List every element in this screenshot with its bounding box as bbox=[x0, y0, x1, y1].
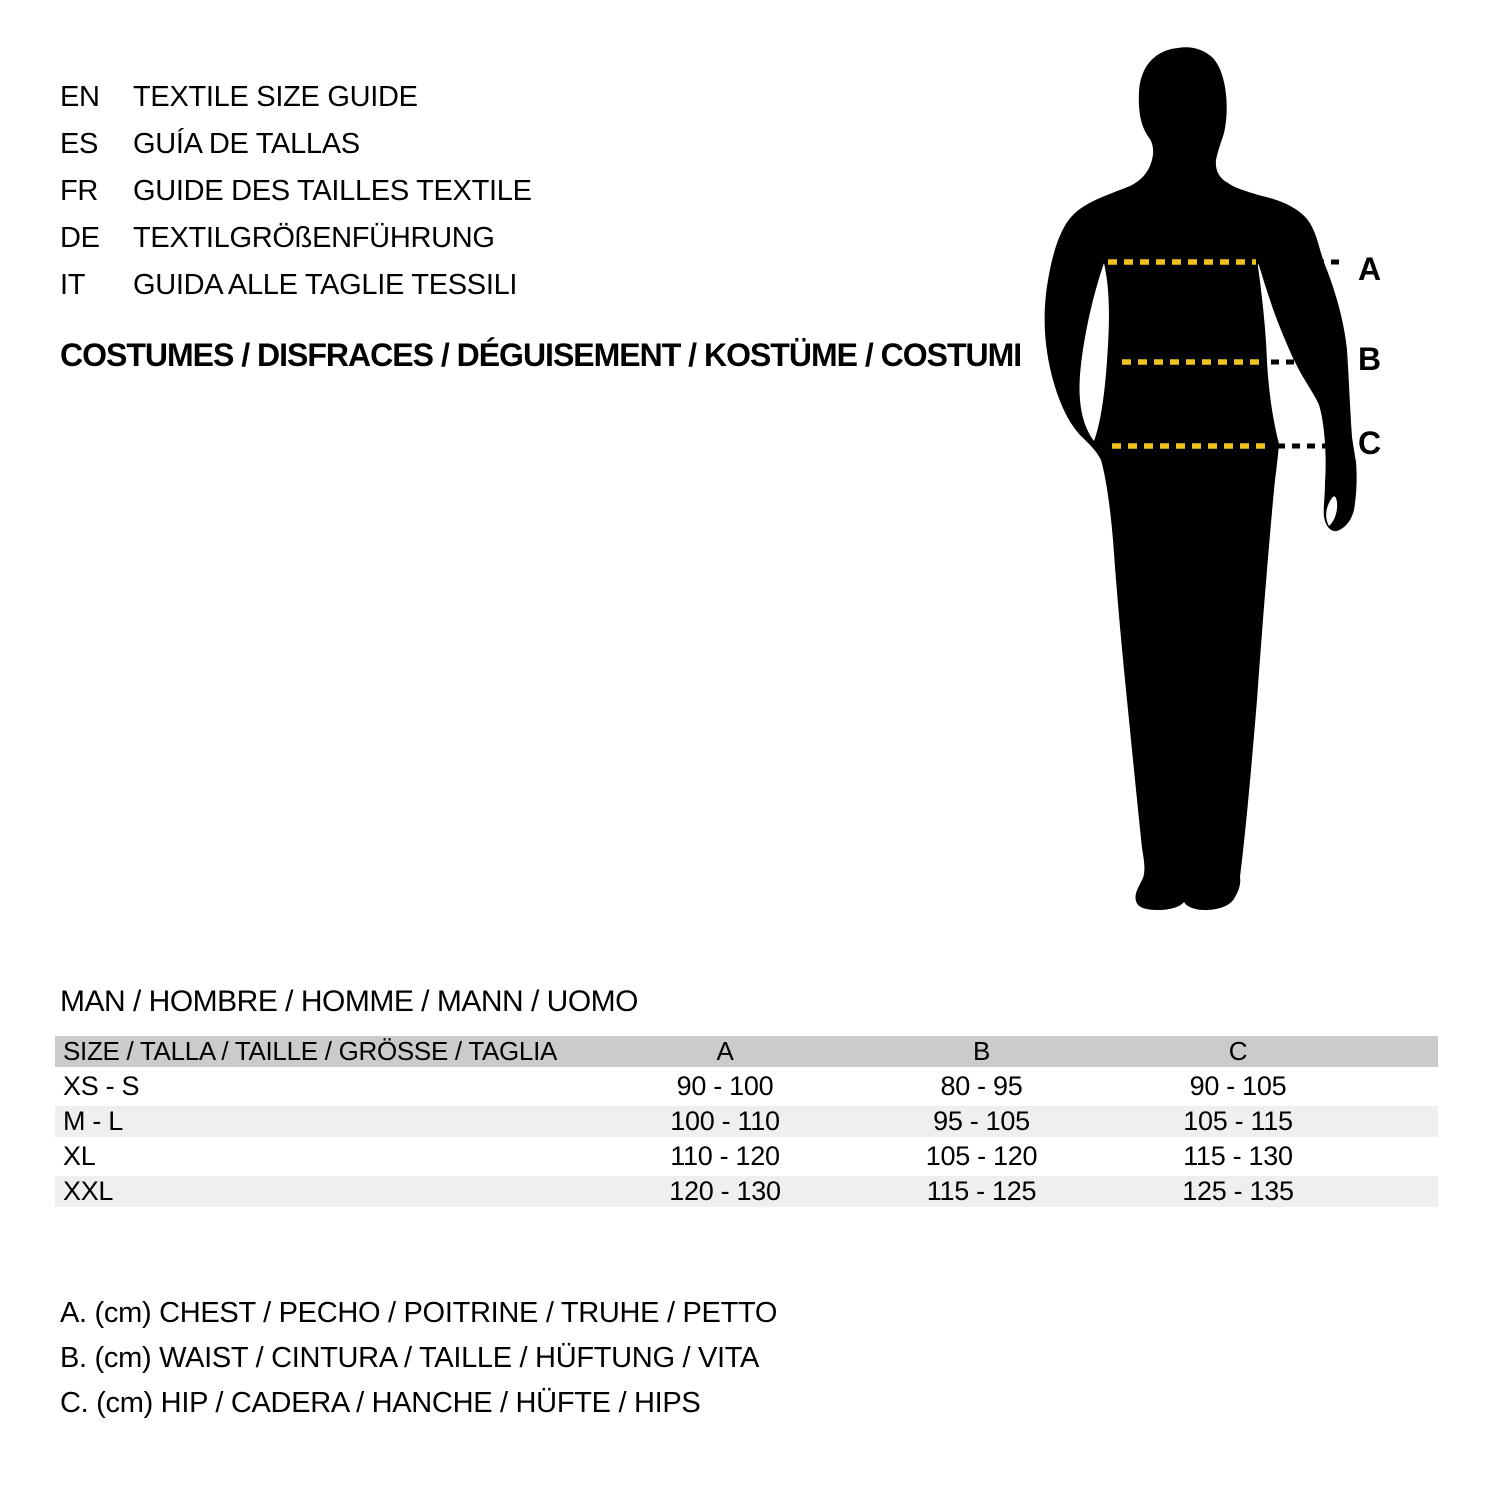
language-title: GUÍA DE TALLAS bbox=[133, 128, 360, 160]
size-cell: XS - S bbox=[63, 1071, 140, 1101]
language-code: IT bbox=[60, 269, 86, 301]
table-row-m-l bbox=[55, 1106, 1438, 1137]
language-code: ES bbox=[60, 128, 99, 160]
column-header-a: A bbox=[597, 1036, 853, 1067]
man-silhouette bbox=[1045, 47, 1357, 910]
language-row-en bbox=[60, 74, 532, 121]
language-title: TEXTILGRÖßENFÜHRUNG bbox=[133, 222, 495, 254]
legend-line-waist: B. (cm) WAIST / CINTURA / TAILLE / HÜFTUNG / VITA bbox=[60, 1342, 760, 1374]
chest-range-cell: 100 - 110 bbox=[597, 1106, 853, 1137]
column-header-c: C bbox=[1110, 1036, 1438, 1067]
size-cell: XL bbox=[63, 1141, 96, 1171]
table-row-xs-s bbox=[55, 1071, 1438, 1102]
size-table bbox=[55, 1032, 1438, 1211]
language-row-de bbox=[60, 215, 532, 262]
language-code: DE bbox=[60, 222, 100, 254]
section-title-man: MAN / HOMBRE / HOMME / MANN / UOMO bbox=[60, 985, 639, 1018]
size-table-header-row bbox=[55, 1036, 1438, 1067]
measure-label-c: C bbox=[1358, 425, 1382, 461]
hip-range-cell: 125 - 135 bbox=[1110, 1176, 1438, 1207]
waist-range-cell: 95 - 105 bbox=[853, 1106, 1110, 1137]
language-row-it bbox=[60, 262, 532, 309]
table-row-xl bbox=[55, 1141, 1438, 1172]
waist-range-cell: 105 - 120 bbox=[925, 1141, 1038, 1171]
size-table-body bbox=[55, 1071, 1438, 1207]
language-row-fr bbox=[60, 168, 532, 215]
language-code: FR bbox=[60, 175, 99, 207]
man-silhouette-figure bbox=[1040, 40, 1400, 940]
column-header-b: B bbox=[853, 1036, 1110, 1067]
chest-range-cell: 120 - 130 bbox=[597, 1176, 853, 1207]
category-title: COSTUMES / DISFRACES / DÉGUISEMENT / KOSTÜME / COSTUMI bbox=[60, 337, 1022, 373]
column-header-size: SIZE / TALLA / TAILLE / GRÖSSE / TAGLIA bbox=[55, 1036, 597, 1067]
waist-range-cell: 115 - 125 bbox=[853, 1176, 1110, 1207]
measure-label-a: A bbox=[1358, 251, 1382, 287]
measure-label-b: B bbox=[1358, 341, 1382, 377]
language-code: EN bbox=[60, 81, 100, 113]
size-cell: XXL bbox=[55, 1176, 597, 1207]
hip-range-cell: 115 - 130 bbox=[1183, 1141, 1293, 1171]
size-table-header bbox=[55, 1036, 1438, 1067]
hip-range-cell: 90 - 105 bbox=[1189, 1071, 1287, 1101]
language-title: GUIDA ALLE TAGLIE TESSILI bbox=[133, 269, 518, 301]
legend-line-chest: A. (cm) CHEST / PECHO / POITRINE / TRUHE / PETTO bbox=[60, 1297, 778, 1329]
language-title: GUIDE DES TAILLES TEXTILE bbox=[133, 175, 532, 207]
waist-range-cell: 80 - 95 bbox=[940, 1071, 1023, 1101]
chest-range-cell: 90 - 100 bbox=[676, 1071, 774, 1101]
language-list bbox=[60, 74, 532, 309]
language-title: TEXTILE SIZE GUIDE bbox=[133, 81, 418, 113]
hip-range-cell: 105 - 115 bbox=[1110, 1106, 1438, 1137]
measurement-legend bbox=[60, 1291, 777, 1426]
language-row-es bbox=[60, 121, 532, 168]
legend-line-hip: C. (cm) HIP / CADERA / HANCHE / HÜFTE / HIPS bbox=[60, 1387, 701, 1419]
size-cell: M - L bbox=[55, 1106, 597, 1137]
table-row-xxl bbox=[55, 1176, 1438, 1207]
chest-range-cell: 110 - 120 bbox=[670, 1141, 780, 1171]
